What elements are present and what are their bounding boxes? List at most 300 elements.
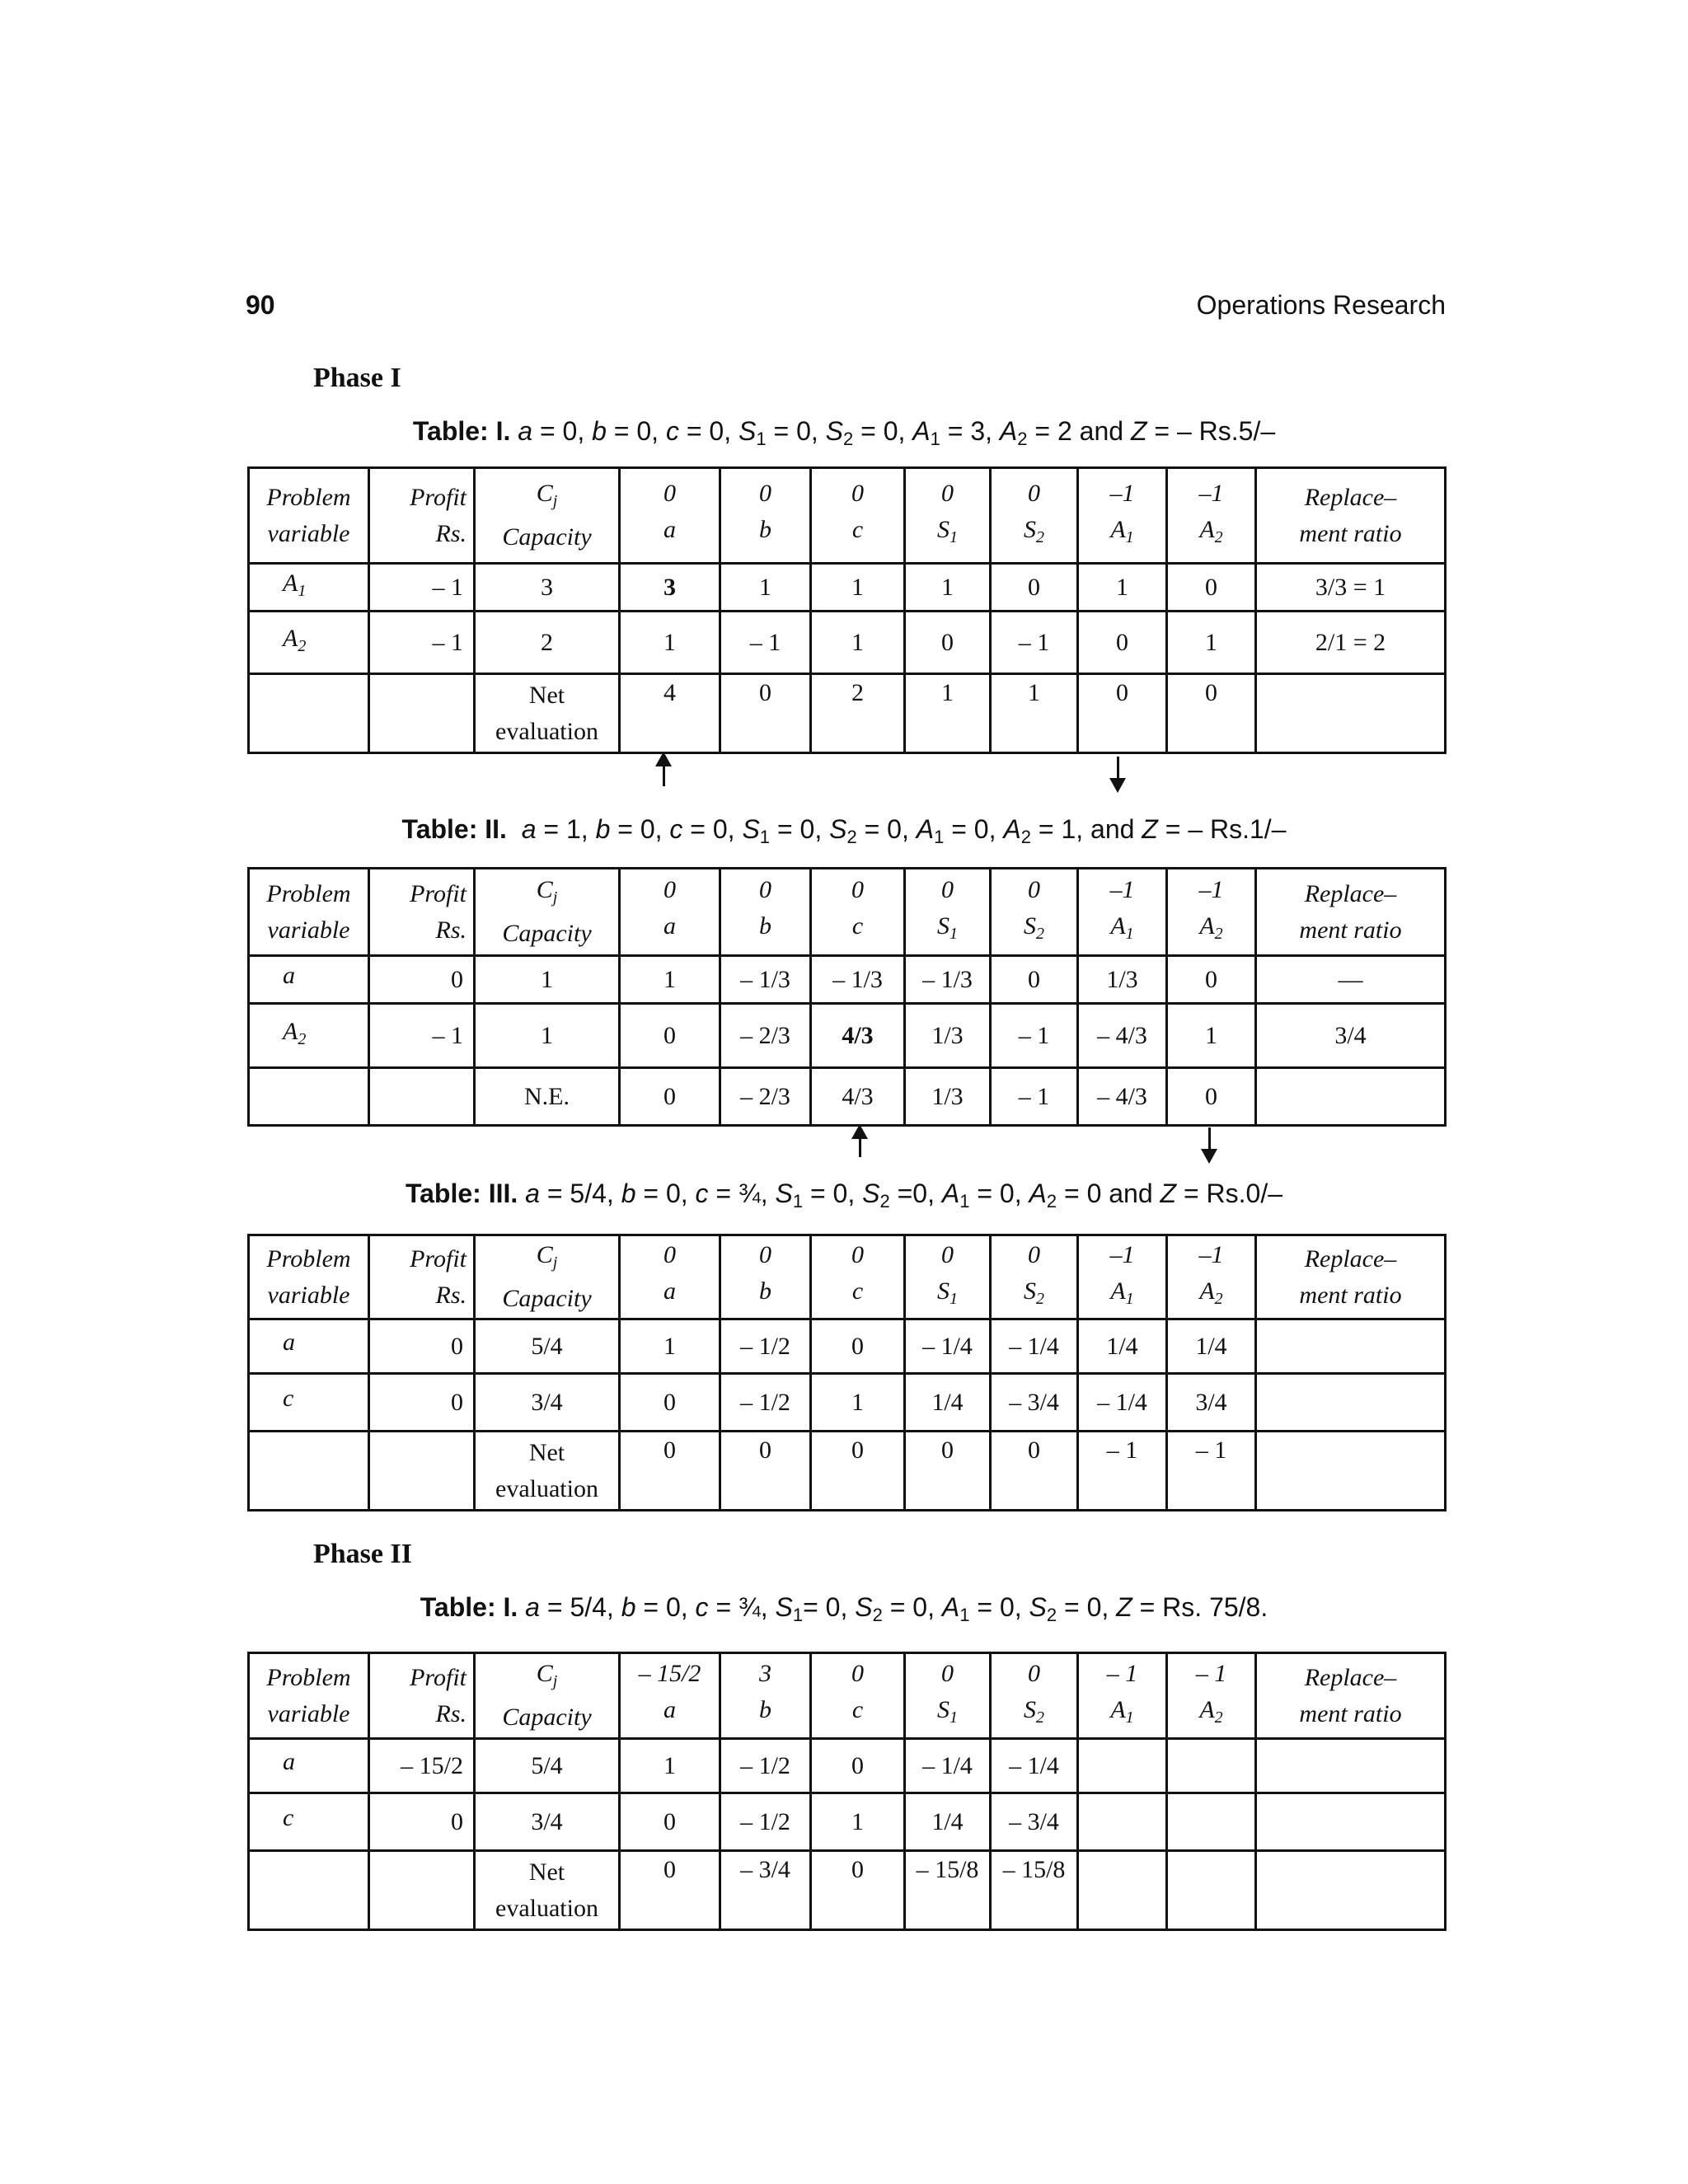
var-subscript: 1 (950, 1290, 958, 1308)
coef-cell: – 2/3 (720, 1004, 811, 1068)
header-text: ment ratio (1299, 1699, 1402, 1727)
coef-cell: 1 (811, 1793, 905, 1851)
basis-variable (249, 1793, 369, 1851)
coef-cell: 0 (620, 1374, 720, 1432)
net-evaluation-label (475, 674, 620, 753)
net-value: 0 (905, 1432, 991, 1511)
header-var-6 (1167, 869, 1256, 956)
basis-name: a (283, 962, 295, 989)
var-name: A (1110, 516, 1126, 543)
header-var-6 (1167, 1653, 1256, 1739)
basis-name: c (283, 1804, 294, 1831)
header-text: variable (267, 1699, 350, 1727)
header-text: Profit (410, 1244, 467, 1272)
header-text: Rs. (435, 519, 467, 547)
header-replacement-ratio (1256, 1653, 1446, 1739)
var-name: b (759, 1277, 771, 1305)
table-row (249, 1374, 1446, 1432)
var-subscript: 1 (1125, 1290, 1134, 1308)
table-row (249, 612, 1446, 674)
net-value: 0 (1167, 1068, 1256, 1126)
coef-cell: – 1/2 (720, 1374, 811, 1432)
header-cj-capacity (475, 1235, 620, 1319)
capacity-cell: 5/4 (475, 1319, 620, 1374)
var-subscript: 1 (950, 925, 958, 943)
var-name: a (663, 516, 676, 543)
basis-variable (249, 612, 369, 674)
capacity-cell: 3 (475, 564, 620, 612)
net-value: – 15/8 (991, 1851, 1078, 1930)
net-value (1167, 1851, 1256, 1930)
header-var-3 (905, 1653, 991, 1739)
var-name: a (663, 1696, 676, 1723)
coef-cell: 1/4 (1167, 1319, 1256, 1374)
net-value: 0 (620, 1432, 720, 1511)
phase-1-heading: Phase I (313, 363, 401, 393)
cj-value: –1 (1109, 876, 1135, 903)
coef-cell: – 1/4 (905, 1319, 991, 1374)
coef-cell: 0 (991, 564, 1078, 612)
coef-cell (1078, 1793, 1167, 1851)
header-text: ment ratio (1299, 916, 1402, 944)
cj-value: –1 (1198, 1241, 1224, 1268)
header-var-4 (991, 1235, 1078, 1319)
table-2-caption: Table: II. a = 1, b = 0, c = 0, $S_1 = 0$, $S_2 = 0$, $A_1 = 0$, $A_2 = 1$, and Z = – Rs.1/– (401, 814, 1287, 847)
cj-value: 0 (663, 1241, 676, 1268)
net-value: 1/3 (905, 1068, 991, 1126)
cj-value: 0 (941, 876, 954, 903)
var-name: A (1199, 912, 1215, 940)
profit-cell: – 1 (369, 612, 475, 674)
header-var-2 (811, 468, 905, 564)
net-value: – 1 (991, 1068, 1078, 1126)
header-var-0 (620, 869, 720, 956)
table-row (249, 564, 1446, 612)
var-name: S (1024, 912, 1036, 940)
var-subscript: 2 (1214, 1290, 1223, 1308)
cj-value: 0 (941, 1660, 954, 1687)
net-value: 0 (811, 1432, 905, 1511)
cj-value: 0 (851, 480, 864, 507)
net-value: 0 (720, 1432, 811, 1511)
var-name: c (851, 912, 864, 940)
net-label-text: Net (528, 681, 565, 709)
coef-cell: 1 (1078, 564, 1167, 612)
header-text: C (536, 1660, 553, 1687)
var-name: S (937, 516, 950, 543)
capacity-cell: 3/4 (475, 1793, 620, 1851)
header-var-0 (620, 1653, 720, 1739)
header-text: Profit (410, 483, 467, 511)
var-name: a (663, 1277, 676, 1305)
net-value: 0 (991, 1432, 1078, 1511)
running-title: Operations Research (1196, 290, 1446, 320)
cj-value: 0 (941, 480, 954, 507)
caption-label: Table: I. (412, 416, 511, 446)
empty-cell (1256, 674, 1446, 753)
coef-cell: 0 (811, 1319, 905, 1374)
cj-value: 0 (941, 1241, 954, 1268)
ratio-cell (1256, 1793, 1446, 1851)
net-value: 0 (1167, 674, 1256, 753)
header-var-1 (720, 468, 811, 564)
var-subscript: 1 (950, 528, 958, 546)
basis-name: a (283, 1748, 295, 1775)
coef-cell: 0 (1078, 612, 1167, 674)
var-name: S (937, 1277, 950, 1305)
ratio-cell: 2/1 = 2 (1256, 612, 1446, 674)
entering-arrow-icon (851, 1124, 868, 1139)
net-label-text: Net (528, 1858, 565, 1886)
header-text: variable (267, 519, 350, 547)
var-name: A (1110, 1696, 1126, 1723)
var-name: b (759, 1696, 771, 1723)
coef-cell (1167, 1793, 1256, 1851)
header-profit (369, 468, 475, 564)
header-problem-variable (249, 468, 369, 564)
header-text: Rs. (435, 1699, 467, 1727)
header-cj-capacity (475, 869, 620, 956)
coef-cell: 1 (720, 564, 811, 612)
net-label-text: evaluation (495, 717, 598, 745)
coef-cell: 0 (1167, 564, 1256, 612)
var-subscript: 2 (1036, 528, 1044, 546)
var-name: c (851, 1277, 864, 1305)
capacity-cell: 5/4 (475, 1739, 620, 1793)
header-text: Capacity (502, 523, 592, 551)
cj-value: – 1 (1195, 1660, 1227, 1687)
header-text: Problem (266, 483, 351, 511)
empty-cell (369, 1432, 475, 1511)
coef-cell: – 1/3 (811, 956, 905, 1004)
coef-cell: – 1/2 (720, 1793, 811, 1851)
net-label-text: N.E. (524, 1082, 570, 1110)
header-var-3 (905, 468, 991, 564)
cj-value: 0 (663, 480, 676, 507)
ratio-cell: — (1256, 956, 1446, 1004)
table-4-caption: Table: I. a = 5/4, b = 0, c = ¾, $S_1= 0$, $S_2 = 0$, $A_1 = 0$, $S_2 = 0$, Z = Rs. 75/8. (420, 1592, 1268, 1625)
header-profit (369, 1235, 475, 1319)
net-label-text: evaluation (495, 1894, 598, 1922)
ratio-cell: 3/4 (1256, 1004, 1446, 1068)
var-name: c (851, 1696, 864, 1723)
var-name: A (1199, 1696, 1215, 1723)
header-replacement-ratio (1256, 1235, 1446, 1319)
header-subscript: j (552, 1254, 558, 1272)
table-row (249, 956, 1446, 1004)
leaving-arrow-icon (1201, 1149, 1217, 1164)
header-text: C (536, 480, 553, 507)
profit-cell: 0 (369, 956, 475, 1004)
coef-cell: 0 (1167, 956, 1256, 1004)
basis-variable (249, 1319, 369, 1374)
profit-cell: 0 (369, 1793, 475, 1851)
basis-subscript: 1 (298, 582, 307, 600)
cj-value: 0 (1028, 1241, 1040, 1268)
cj-value: 0 (1028, 480, 1040, 507)
header-replacement-ratio (1256, 869, 1446, 956)
coef-cell: – 3/4 (991, 1793, 1078, 1851)
coef-cell (1078, 1739, 1167, 1793)
coef-cell: – 1/3 (720, 956, 811, 1004)
header-text: Problem (266, 879, 351, 907)
cj-value: 0 (851, 1660, 864, 1687)
basis-variable (249, 1739, 369, 1793)
var-name: A (1110, 1277, 1126, 1305)
header-text: Capacity (502, 920, 592, 947)
table-1-caption: Table: I. a = 0, b = 0, c = 0, $S_1 = 0$, $S_2 = 0$, $A_1 = 3$, $A_2 = 2$ and Z = – Rs.5/– (412, 416, 1276, 449)
var-subscript: 2 (1214, 1708, 1223, 1727)
header-text: Replace– (1304, 1244, 1397, 1272)
table-row (249, 1739, 1446, 1793)
header-var-6 (1167, 1235, 1256, 1319)
header-cj-capacity (475, 468, 620, 564)
cj-value: 0 (851, 876, 864, 903)
caption-label: Table: III. (405, 1179, 518, 1208)
header-var-2 (811, 1235, 905, 1319)
header-text: variable (267, 1281, 350, 1309)
coef-cell: 1/4 (905, 1793, 991, 1851)
net-evaluation-row (249, 674, 1446, 753)
cj-value: 0 (663, 876, 676, 903)
cj-value: – 1 (1106, 1660, 1138, 1687)
net-value: 0 (720, 674, 811, 753)
header-text: Replace– (1304, 879, 1397, 907)
net-value (1078, 1851, 1167, 1930)
basis-name: A (283, 625, 298, 652)
coef-cell: 0 (620, 1793, 720, 1851)
var-name: b (759, 912, 771, 940)
header-text: ment ratio (1299, 519, 1402, 547)
var-subscript: 2 (1036, 1290, 1044, 1308)
cj-value: 3 (759, 1660, 771, 1687)
basis-variable (249, 956, 369, 1004)
header-text: C (536, 1241, 553, 1268)
coef-cell: 1 (620, 956, 720, 1004)
coef-cell: 3/4 (1167, 1374, 1256, 1432)
header-text: Profit (410, 1663, 467, 1691)
net-value: 0 (620, 1851, 720, 1930)
header-text: Problem (266, 1244, 351, 1272)
var-name: S (937, 1696, 950, 1723)
coef-cell: 1 (620, 612, 720, 674)
header-var-0 (620, 1235, 720, 1319)
net-value: 2 (811, 674, 905, 753)
coef-cell: 1/3 (1078, 956, 1167, 1004)
header-profit (369, 869, 475, 956)
cj-value: 0 (759, 480, 771, 507)
net-value: – 1 (1078, 1432, 1167, 1511)
header-profit (369, 1653, 475, 1739)
basis-variable (249, 1374, 369, 1432)
coef-cell: 1 (811, 1374, 905, 1432)
header-text: ment ratio (1299, 1281, 1402, 1309)
var-subscript: 2 (1036, 925, 1044, 943)
coef-cell: 1 (811, 612, 905, 674)
simplex-table-phase1-2 (247, 867, 1447, 1127)
cj-value: 0 (759, 876, 771, 903)
header-var-3 (905, 869, 991, 956)
header-var-1 (720, 1235, 811, 1319)
header-var-1 (720, 1653, 811, 1739)
header-var-0 (620, 468, 720, 564)
net-value: 0 (620, 1068, 720, 1126)
profit-cell: – 1 (369, 564, 475, 612)
basis-name: A (283, 569, 298, 597)
var-name: b (759, 516, 771, 543)
net-value: 4 (620, 674, 720, 753)
var-name: c (851, 516, 864, 543)
var-name: A (1110, 912, 1126, 940)
table-row (249, 1319, 1446, 1374)
net-value: 1 (905, 674, 991, 753)
capacity-cell: 2 (475, 612, 620, 674)
table-row (249, 1004, 1446, 1068)
cj-value: –1 (1109, 480, 1135, 507)
coef-cell: 1/4 (1078, 1319, 1167, 1374)
coef-cell: – 1/4 (991, 1739, 1078, 1793)
coef-cell: 1/3 (905, 1004, 991, 1068)
table-3-caption: Table: III. a = 5/4, b = 0, c = ¾, $S_1 = 0$, $S_2 =0$, $A_1 = 0$, $A_2 = 0$ and Z = Rs.0/– (405, 1179, 1283, 1212)
entering-arrow-icon (655, 752, 672, 766)
coef-cell: 0 (991, 956, 1078, 1004)
coef-cell: 0 (811, 1739, 905, 1793)
coef-cell: – 1/2 (720, 1319, 811, 1374)
var-name: S (1024, 1277, 1036, 1305)
header-text: Profit (410, 879, 467, 907)
cj-value: 0 (1028, 1660, 1040, 1687)
net-value: 0 (1078, 674, 1167, 753)
coef-cell: – 1/4 (905, 1739, 991, 1793)
var-name: S (1024, 516, 1036, 543)
profit-cell: 0 (369, 1374, 475, 1432)
header-var-5 (1078, 1235, 1167, 1319)
coef-cell: – 3/4 (991, 1374, 1078, 1432)
header-problem-variable (249, 1235, 369, 1319)
ratio-cell (1256, 1374, 1446, 1432)
var-subscript: 1 (1125, 528, 1134, 546)
basis-subscript: 2 (298, 637, 307, 655)
net-evaluation-row (249, 1851, 1446, 1930)
empty-cell (1256, 1068, 1446, 1126)
net-evaluation-label (475, 1851, 620, 1930)
header-var-6 (1167, 468, 1256, 564)
profit-cell: – 1 (369, 1004, 475, 1068)
capacity-cell: 3/4 (475, 1374, 620, 1432)
caption-label: Table: I. (420, 1592, 518, 1622)
net-value: 4/3 (811, 1068, 905, 1126)
coef-cell: – 1/3 (905, 956, 991, 1004)
header-subscript: j (552, 888, 558, 907)
coef-cell: 1 (905, 564, 991, 612)
header-text: Rs. (435, 916, 467, 944)
net-evaluation-label (475, 1068, 620, 1126)
net-value: 0 (811, 1851, 905, 1930)
var-subscript: 1 (950, 1708, 958, 1727)
header-text: variable (267, 916, 350, 944)
header-var-4 (991, 468, 1078, 564)
coef-cell: 1/4 (905, 1374, 991, 1432)
simplex-table-phase1-1 (247, 466, 1447, 754)
coef-cell: 3 (620, 564, 720, 612)
header-var-4 (991, 869, 1078, 956)
coef-cell: 1 (620, 1739, 720, 1793)
empty-cell (1256, 1432, 1446, 1511)
ratio-cell: 3/3 = 1 (1256, 564, 1446, 612)
simplex-table-phase1-3 (247, 1234, 1447, 1511)
header-text: Replace– (1304, 1663, 1397, 1691)
cj-value: 0 (759, 1241, 771, 1268)
net-label-text: evaluation (495, 1474, 598, 1502)
header-text: Replace– (1304, 483, 1397, 511)
coef-cell: 1 (620, 1319, 720, 1374)
header-text: Capacity (502, 1285, 592, 1312)
empty-cell (369, 1068, 475, 1126)
table-row (249, 1793, 1446, 1851)
header-var-1 (720, 869, 811, 956)
header-var-4 (991, 1653, 1078, 1739)
net-evaluation-row (249, 1432, 1446, 1511)
var-name: S (937, 912, 950, 940)
ratio-cell (1256, 1739, 1446, 1793)
header-var-5 (1078, 869, 1167, 956)
net-value: – 3/4 (720, 1851, 811, 1930)
coef-cell: – 1/4 (1078, 1374, 1167, 1432)
header-replacement-ratio (1256, 468, 1446, 564)
var-name: a (663, 912, 676, 940)
simplex-table-phase2-1 (247, 1652, 1447, 1931)
var-name: S (1024, 1696, 1036, 1723)
header-var-2 (811, 1653, 905, 1739)
header-text: Rs. (435, 1281, 467, 1309)
empty-cell (249, 1851, 369, 1930)
coef-cell: 1 (1167, 612, 1256, 674)
header-var-2 (811, 869, 905, 956)
header-text: C (536, 876, 553, 903)
var-name: A (1199, 1277, 1215, 1305)
coef-cell: – 1/4 (991, 1319, 1078, 1374)
page-number: 90 (246, 290, 275, 320)
capacity-cell: 1 (475, 1004, 620, 1068)
basis-name: A (283, 1018, 298, 1045)
profit-cell: – 15/2 (369, 1739, 475, 1793)
profit-cell: 0 (369, 1319, 475, 1374)
empty-cell (369, 674, 475, 753)
header-var-5 (1078, 1653, 1167, 1739)
leaving-arrow-icon (1109, 778, 1126, 793)
var-subscript: 1 (1125, 925, 1134, 943)
coef-cell: – 4/3 (1078, 1004, 1167, 1068)
coef-cell: – 1 (720, 612, 811, 674)
header-problem-variable (249, 1653, 369, 1739)
net-value: 1 (991, 674, 1078, 753)
basis-name: c (283, 1385, 294, 1412)
coef-cell: – 1/2 (720, 1739, 811, 1793)
phase-2-heading: Phase II (313, 1539, 412, 1569)
basis-variable (249, 564, 369, 612)
var-subscript: 2 (1214, 528, 1223, 546)
coef-cell (1167, 1739, 1256, 1793)
net-value: – 15/8 (905, 1851, 991, 1930)
basis-name: a (283, 1329, 295, 1356)
header-text: Problem (266, 1663, 351, 1691)
empty-cell (369, 1851, 475, 1930)
coef-cell: 4/3 (811, 1004, 905, 1068)
coef-cell: 1 (811, 564, 905, 612)
coef-cell: 0 (620, 1004, 720, 1068)
net-value: – 2/3 (720, 1068, 811, 1126)
header-subscript: j (552, 492, 558, 510)
